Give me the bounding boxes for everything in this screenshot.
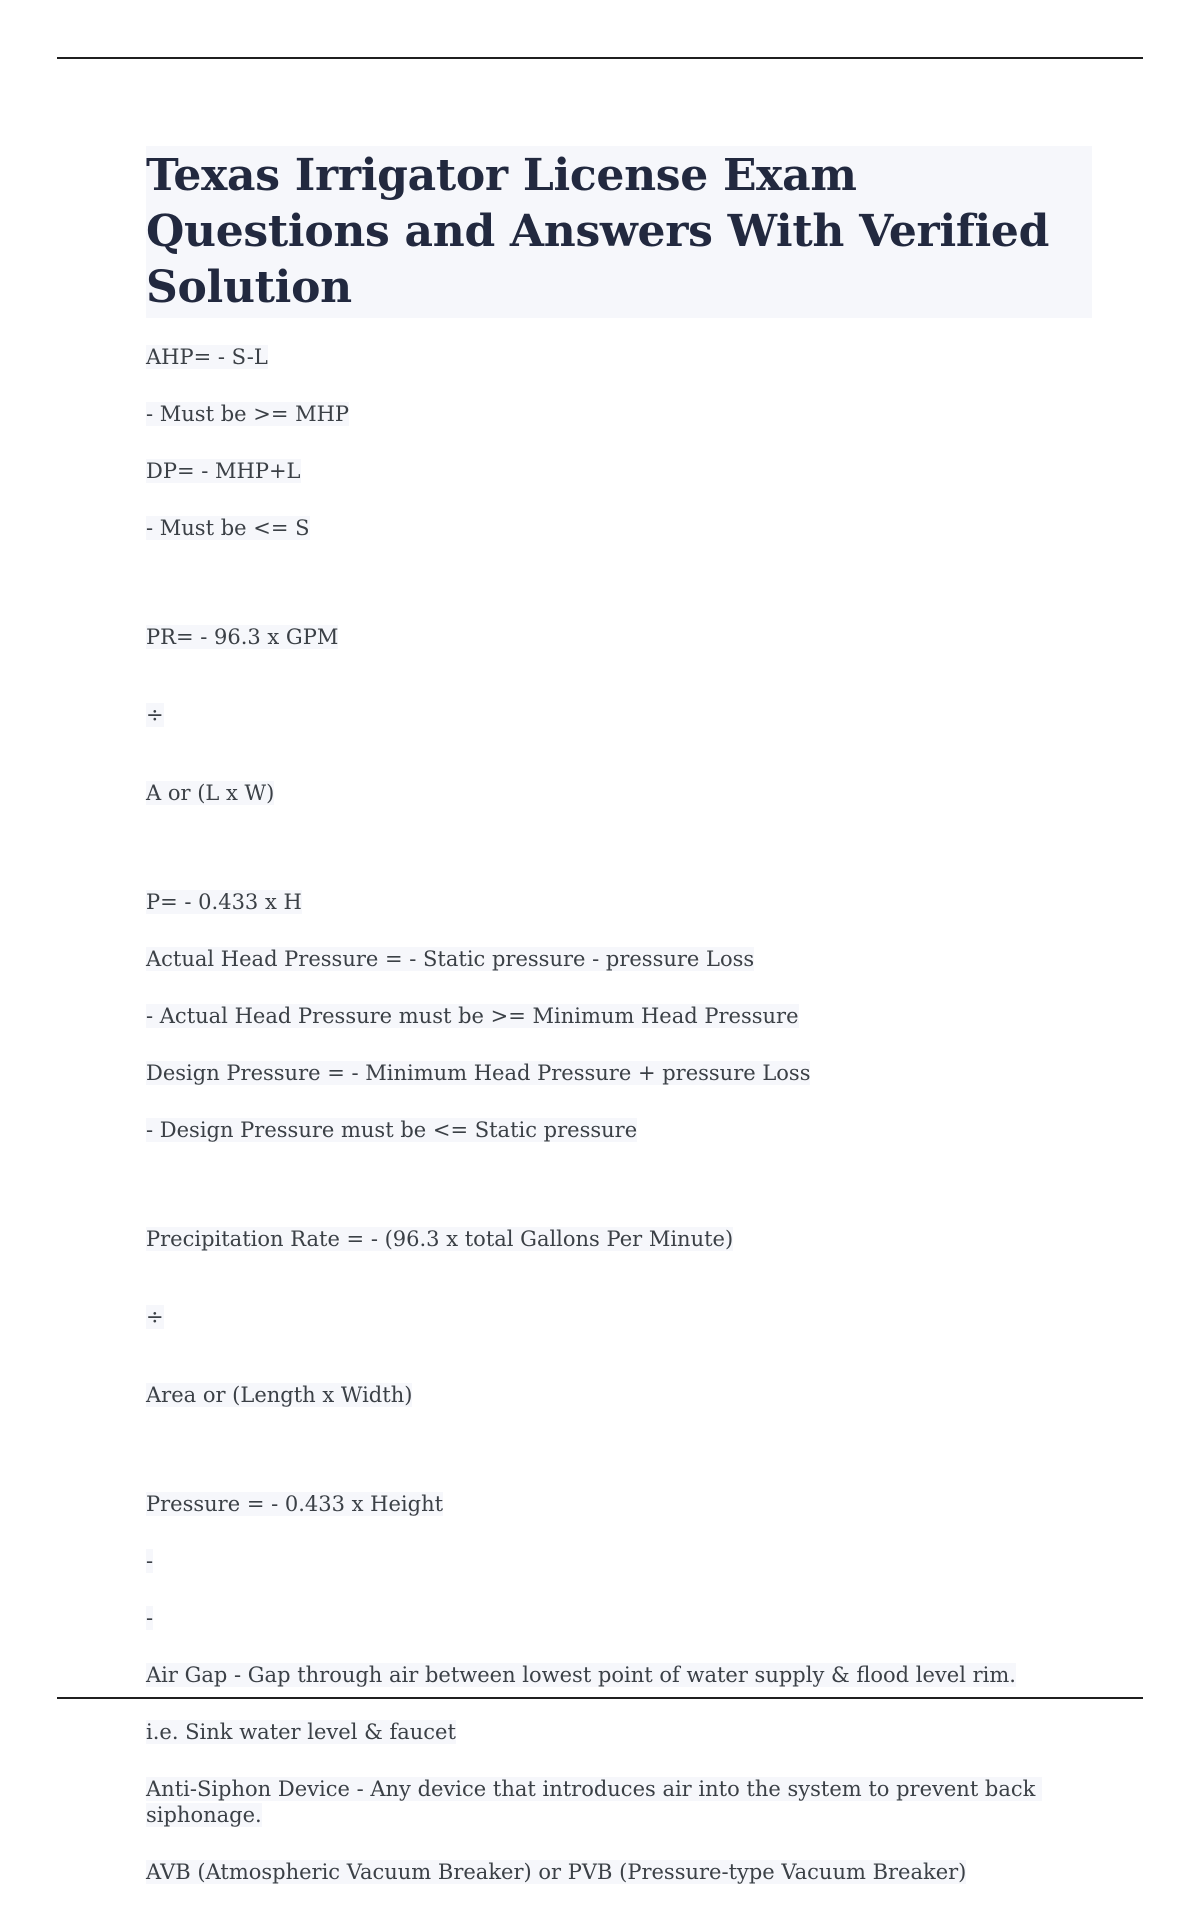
text-line: - Design Pressure must be <= Static pressure bbox=[146, 1118, 638, 1142]
text-line: PR= - 96.3 x GPM ÷ A or (L x W) bbox=[146, 625, 339, 805]
text-line: - Must be <= S bbox=[146, 516, 310, 540]
document-body bbox=[146, 146, 1092, 1916]
text-line: Anti-Siphon Device - Any device that introduces air into the system to prevent back siphonage. bbox=[146, 1777, 1043, 1827]
text-line: - bbox=[146, 1549, 154, 1573]
text-line: AVB (Atmospheric Vacuum Breaker) or PVB (Pressure-type Vacuum Breaker) bbox=[146, 1860, 967, 1884]
text-line: DP= - MHP+L bbox=[146, 459, 301, 483]
text-line: Design Pressure = - Minimum Head Pressure + pressure Loss bbox=[146, 1061, 811, 1085]
divide-symbol: ÷ bbox=[146, 1305, 164, 1329]
document-lines bbox=[146, 344, 1092, 1885]
text-line: i.e. Sink water level & faucet bbox=[146, 1720, 456, 1744]
footer-rule bbox=[57, 1697, 1143, 1699]
text-line: Pressure = - 0.433 x Height bbox=[146, 1492, 444, 1516]
text-line: Precipitation Rate = - (96.3 x total Gallons Per Minute) ÷ Area or (Length x Width) bbox=[146, 1227, 734, 1407]
text-line: Air Gap - Gap through air between lowest point of water supply & flood level rim. bbox=[146, 1663, 1016, 1687]
text-line: - Actual Head Pressure must be >= Minimum Head Pressure bbox=[146, 1004, 799, 1028]
text-line: P= - 0.433 x H bbox=[146, 890, 302, 914]
text-line: AHP= - S-L bbox=[146, 345, 268, 369]
document-title: Texas Irrigator License Exam Questions and Answers With Verified Solution bbox=[146, 146, 1092, 318]
divide-symbol: ÷ bbox=[146, 703, 164, 727]
text-line: Actual Head Pressure = - Static pressure - pressure Loss bbox=[146, 947, 755, 971]
header-rule bbox=[57, 57, 1143, 59]
text-line: - bbox=[146, 1606, 154, 1630]
text-line: - Must be >= MHP bbox=[146, 402, 350, 426]
